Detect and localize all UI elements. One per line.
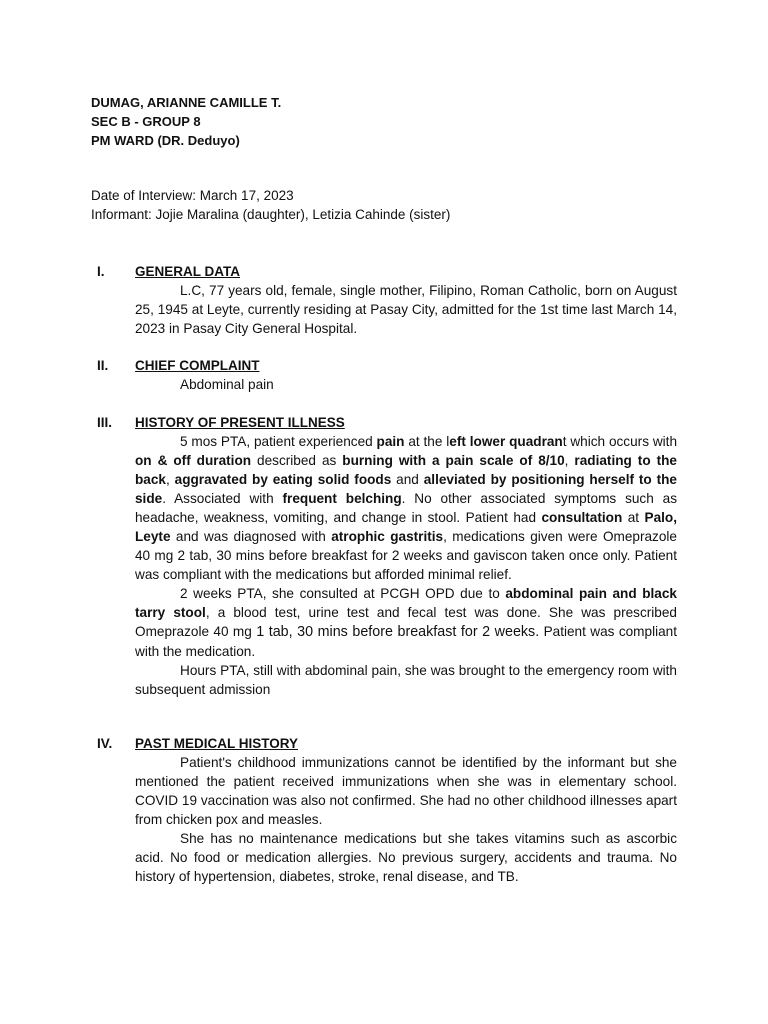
general-data-text: L.C, 77 years old, female, single mother, Filipino, Roman Catholic, born on August 25, 1945 at Leyte, currently residing at Pasay City, admitted for the 1st time last March 14, 2023 in Pasay City General Hospital. [135, 283, 677, 336]
section-body [135, 753, 677, 886]
section-title: GENERAL DATA [135, 264, 241, 279]
section-present-illness [91, 413, 677, 699]
section-body [135, 432, 677, 699]
section-heading [91, 262, 677, 281]
informant: Informant: Jojie Maralina (daughter), Letizia Cahinde (sister) [91, 207, 451, 222]
section-group: SEC B - GROUP 8 [91, 114, 201, 129]
pmh-paragraph-1: Patient's childhood immunizations cannot be identified by the informant but she mentioned the patient received immunizations when she was in elementary school. COVID 19 vaccination was also not confirmed. She had no other childhood illnesses apart from chicken pox and measles. [135, 755, 677, 827]
hpi-paragraph-3: Hours PTA, still with abdominal pain, she was brought to the emergency room with subsequent admission [135, 663, 677, 697]
section-numeral: I. [97, 264, 105, 279]
pmh-paragraph-2: She has no maintenance medications but she takes vitamins such as ascorbic acid. No food or medication allergies. No previous surgery, accidents and trauma. No history of hypertension, diabetes, stroke, renal disease, and TB. [135, 831, 677, 884]
section-numeral: II. [97, 358, 109, 373]
chief-complaint-text: Abdominal pain [180, 377, 274, 392]
section-numeral: III. [97, 415, 113, 430]
section-body [135, 281, 677, 338]
section-past-medical-history [91, 734, 677, 886]
section-title: CHIEF COMPLAINT [135, 358, 260, 373]
hpi-paragraph-2: 2 weeks PTA, she consulted at PCGH OPD due to abdominal pain and black tarry stool, a blood test, urine test and fecal test was done. She was prescribed Omeprazole 40 mg 1 tab, 30 mins before breakfast for 2 weeks. Patient was compliant with the medication. [135, 586, 678, 659]
section-heading [91, 734, 677, 753]
ward-assignment: PM WARD (DR. Deduyo) [91, 133, 240, 148]
section-heading [91, 413, 677, 432]
hpi-paragraph-1: 5 mos PTA, patient experienced pain at the left lower quadrant which occurs with on & off duration described as burning with a pain scale of 8/10, radiating to the back, aggravated by eating solid foods and alleviated by positioning herself to the side. Associated with frequent belching. No other associated symptoms such as headache, weakness, vomiting, and change in stool. Patient had consultation at Palo, Leyte and was diagnosed with atrophic gastritis, medications given were Omeprazole 40 mg 2 tab, 30 mins before breakfast for 2 weeks and gaviscon taken once only. Patient was compliant with the medications but afforded minimal relief. [135, 434, 678, 582]
section-title: HISTORY OF PRESENT ILLNESS [135, 415, 345, 430]
section-numeral: IV. [97, 736, 113, 751]
interview-details [91, 186, 450, 224]
student-header [91, 93, 281, 150]
section-title: PAST MEDICAL HISTORY [135, 736, 299, 751]
section-heading [91, 356, 677, 375]
interview-date: Date of Interview: March 17, 2023 [91, 188, 294, 203]
section-general-data [91, 262, 677, 338]
student-name: DUMAG, ARIANNE CAMILLE T. [91, 95, 282, 110]
section-body [135, 375, 677, 394]
section-chief-complaint [91, 356, 677, 394]
